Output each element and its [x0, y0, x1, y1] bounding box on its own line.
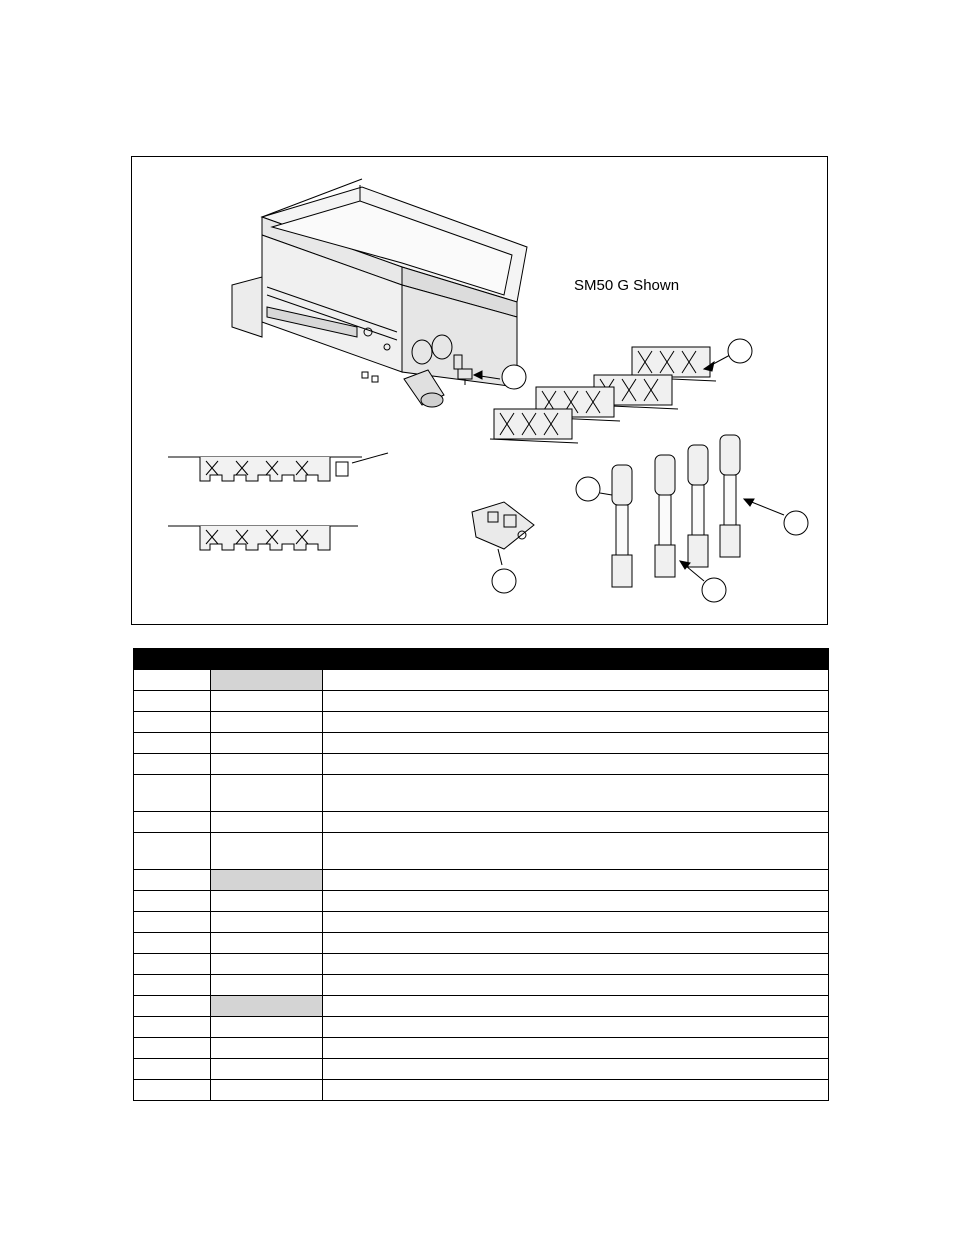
- description-cell: [323, 933, 829, 954]
- part-number-cell: [211, 891, 323, 912]
- gas-valve: [472, 502, 534, 593]
- part-number-cell: [211, 996, 323, 1017]
- item-cell: [134, 754, 211, 775]
- item-cell: [134, 775, 211, 812]
- table-row: [134, 833, 829, 870]
- table-row: [134, 1059, 829, 1080]
- exploded-view-drawing: [132, 157, 829, 626]
- item-cell: [134, 1059, 211, 1080]
- item-cell: [134, 870, 211, 891]
- item-cell: [134, 996, 211, 1017]
- description-cell: [323, 1080, 829, 1101]
- part-number-cell: [211, 833, 323, 870]
- part-number-cell: [211, 954, 323, 975]
- description-cell: [323, 996, 829, 1017]
- frypot-assembly: [232, 179, 527, 407]
- description-cell: [323, 691, 829, 712]
- figure-caption: SM50 G Shown: [574, 277, 680, 294]
- description-cell: [323, 1038, 829, 1059]
- description-cell: [323, 1059, 829, 1080]
- description-cell: [323, 870, 829, 891]
- description-cell: [323, 754, 829, 775]
- description-cell: [323, 975, 829, 996]
- table-row: [134, 933, 829, 954]
- description-cell: [323, 833, 829, 870]
- item-cell: [134, 833, 211, 870]
- column-header-part-number: [211, 649, 323, 670]
- table-row: [134, 954, 829, 975]
- part-number-cell: [211, 775, 323, 812]
- column-header-description: [323, 649, 829, 670]
- table-row: [134, 670, 829, 691]
- item-cell: [134, 812, 211, 833]
- description-cell: [323, 812, 829, 833]
- description-cell: [323, 712, 829, 733]
- item-cell: [134, 933, 211, 954]
- burner-assemblies: [490, 339, 752, 443]
- item-cell: [134, 954, 211, 975]
- item-cell: [134, 1038, 211, 1059]
- item-cell: [134, 691, 211, 712]
- part-number-cell: [211, 1080, 323, 1101]
- part-number-cell: [211, 1017, 323, 1038]
- item-cell: [134, 975, 211, 996]
- part-number-cell: [211, 912, 323, 933]
- table-row: [134, 733, 829, 754]
- part-number-cell: [211, 933, 323, 954]
- table-row: [134, 1038, 829, 1059]
- description-cell: [323, 1017, 829, 1038]
- part-number-cell: [211, 670, 323, 691]
- orifice-tubes: [576, 435, 808, 602]
- table-row: [134, 975, 829, 996]
- part-number-cell: [211, 712, 323, 733]
- description-cell: [323, 954, 829, 975]
- table-row: [134, 812, 829, 833]
- table-row: [134, 891, 829, 912]
- item-cell: [134, 1080, 211, 1101]
- burner-side-views: [168, 453, 388, 550]
- table-row: [134, 870, 829, 891]
- item-cell: [134, 891, 211, 912]
- table-row: [134, 1017, 829, 1038]
- part-number-cell: [211, 754, 323, 775]
- description-cell: [323, 733, 829, 754]
- table-header-row: [134, 649, 829, 670]
- table-row: [134, 712, 829, 733]
- part-number-cell: [211, 975, 323, 996]
- part-number-cell: [211, 870, 323, 891]
- part-number-cell: [211, 691, 323, 712]
- table-row: [134, 996, 829, 1017]
- item-cell: [134, 712, 211, 733]
- part-number-cell: [211, 733, 323, 754]
- item-cell: [134, 912, 211, 933]
- item-cell: [134, 670, 211, 691]
- table-row: [134, 912, 829, 933]
- parts-table-body: [134, 670, 829, 1101]
- description-cell: [323, 670, 829, 691]
- table-row: [134, 1080, 829, 1101]
- table-row: [134, 754, 829, 775]
- description-cell: [323, 891, 829, 912]
- parts-table: [133, 648, 829, 1101]
- part-number-cell: [211, 812, 323, 833]
- table-row: [134, 691, 829, 712]
- part-number-cell: [211, 1038, 323, 1059]
- column-header-item: [134, 649, 211, 670]
- part-number-cell: [211, 1059, 323, 1080]
- item-cell: [134, 733, 211, 754]
- parts-diagram: [131, 156, 828, 625]
- table-row: [134, 775, 829, 812]
- description-cell: [323, 912, 829, 933]
- item-cell: [134, 1017, 211, 1038]
- description-cell: [323, 775, 829, 812]
